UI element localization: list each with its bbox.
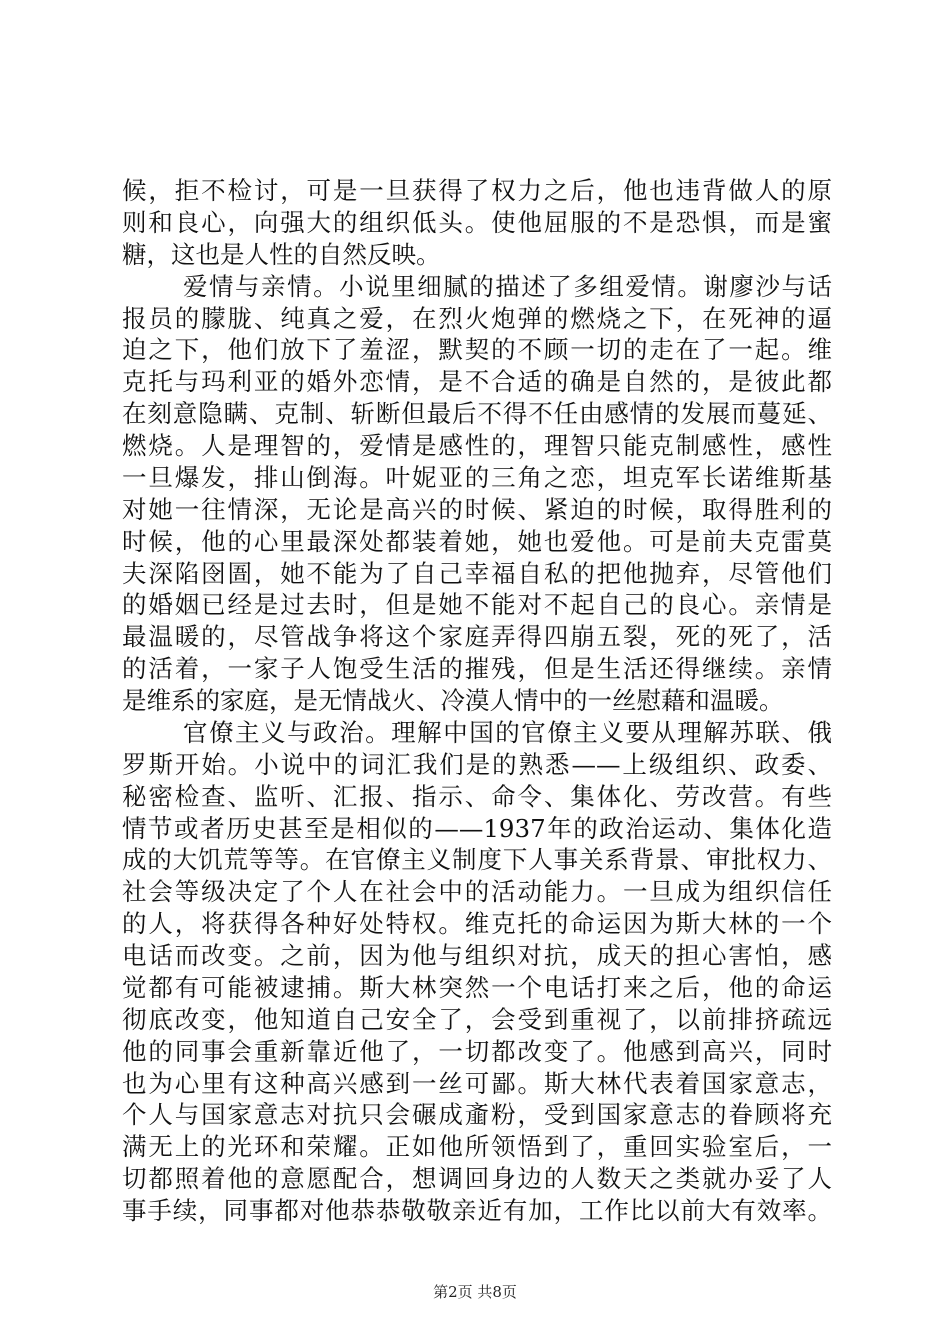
text-line: 候，拒不检讨，可是一旦获得了权力之后，他也违背做人的原 [122,176,832,205]
text-line: 情节或者历史甚至是相似的——1937年的政治运动、集体化造 [122,814,832,843]
text-line: 事手续，同事都对他恭恭敬敬亲近有加，工作比以前大有效率。 [122,1196,832,1225]
text-line: 个人与国家意志对抗只会碾成齑粉，受到国家意志的眷顾将充 [122,1100,832,1129]
text-line: 社会等级决定了个人在社会中的活动能力。一旦成为组织信任 [122,877,832,906]
text-line: 成的大饥荒等等。在官僚主义制度下人事关系背景、审批权力、 [122,845,832,874]
text-line: 对她一往情深，无论是高兴的时候、紧迫的时候，取得胜利的 [122,495,832,524]
text-line: 最温暖的，尽管战争将这个家庭弄得四崩五裂，死的死了，活 [122,622,832,651]
text-line: 电话而改变。之前，因为他与组织对抗，成天的担心害怕，感 [122,941,832,970]
text-line: 则和良心，向强大的组织低头。使他屈服的不是恐惧，而是蜜 [122,208,832,237]
text-line: 报员的朦胧、纯真之爱，在烈火炮弹的燃烧之下，在死神的逼 [122,304,832,333]
text-line: 彻底改变，他知道自己安全了，会受到重视了，以前排挤疏远 [122,1005,832,1034]
paragraph-start-line: 官僚主义与政治。理解中国的官僚主义要从理解苏联、俄 [183,718,832,747]
text-line: 时候，他的心里最深处都装着她，她也爱他。可是前夫克雷莫 [122,527,832,556]
text-line: 一旦爆发，排山倒海。叶妮亚的三角之恋，坦克军长诺维斯基 [122,463,832,492]
text-line: 克托与玛利亚的婚外恋情，是不合适的确是自然的，是彼此都 [122,367,832,396]
text-line: 他的同事会重新靠近他了，一切都改变了。他感到高兴，同时 [122,1037,832,1066]
text-line: 也为心里有这种高兴感到一丝可鄙。斯大林代表着国家意志， [122,1069,832,1098]
text-line: 是维系的家庭，是无情战火、冷漠人情中的一丝慰藉和温暖。 [122,686,784,715]
text-line: 夫深陷囹圄，她不能为了自己幸福自私的把他抛弃，尽管他们 [122,559,832,588]
page-number-footer: 第2页 共8页 [433,1283,517,1301]
text-line: 满无上的光环和荣耀。正如他所领悟到了，重回实验室后，一 [122,1132,832,1161]
text-line: 秘密检查、监听、汇报、指示、命令、集体化、劳改营。有些 [122,782,832,811]
text-line: 切都照着他的意愿配合，想调回身边的人数天之类就办妥了人 [122,1164,832,1193]
text-line: 燃烧。人是理智的，爱情是感性的，理智只能克制感性，感性 [122,431,832,460]
text-line: 的人，将获得各种好处特权。维克托的命运因为斯大林的一个 [122,909,832,938]
text-line: 迫之下，他们放下了羞涩，默契的不顾一切的走在了一起。维 [122,335,832,364]
text-line: 罗斯开始。小说中的词汇我们是的熟悉——上级组织、政委、 [122,750,832,779]
text-line: 的活着，一家子人饱受生活的摧残，但是生活还得继续。亲情 [122,654,832,683]
text-line: 的婚姻已经是过去时，但是她不能对不起自己的良心。亲情是 [122,590,832,619]
text-line: 在刻意隐瞒、克制、斩断但最后不得不任由感情的发展而蔓延、 [122,399,832,428]
text-line: 觉都有可能被逮捕。斯大林突然一个电话打来之后，他的命运 [122,973,832,1002]
paragraph-start-line: 爱情与亲情。小说里细腻的描述了多组爱情。谢廖沙与话 [183,272,832,301]
text-line: 糖，这也是人性的自然反映。 [122,240,441,269]
